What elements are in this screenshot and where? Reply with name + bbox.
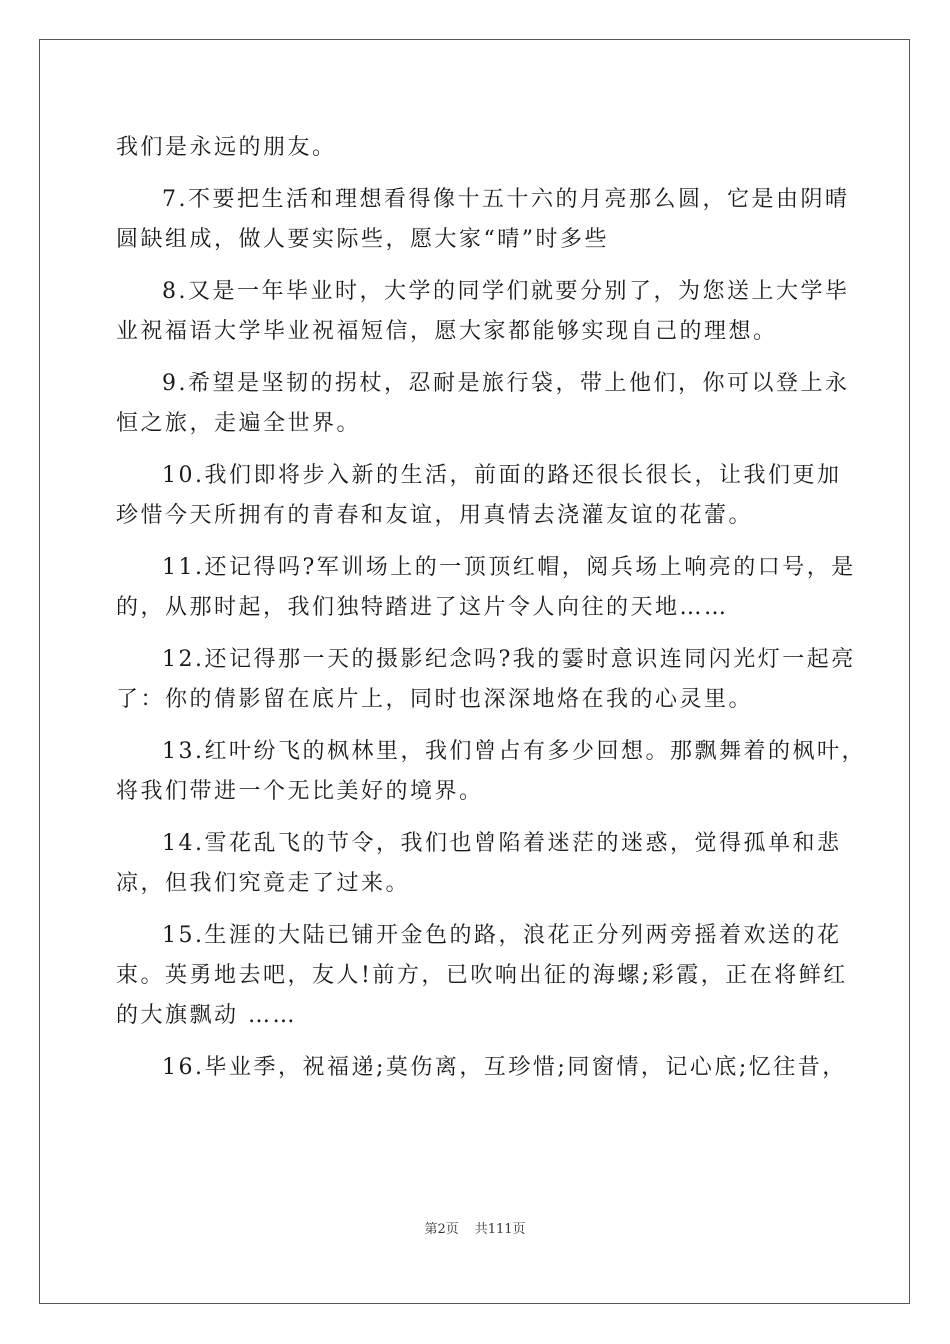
text-line: 我们是永远的朋友。 — [116, 135, 337, 160]
text-line: 束。英勇地去吧，友人!前方，已吹响出征的海螺;彩霞，正在将鲜红 — [116, 963, 848, 988]
text-line-item-16-start: 16.毕业季，祝福递;莫伤离，互珍惜;同窗情，记心底;忆往昔， — [162, 1055, 847, 1080]
text-line: 了：你的倩影留在底片上，同时也深深地烙在我的心灵里。 — [116, 687, 754, 712]
text-line: 凉，但我们究竟走了过来。 — [116, 871, 411, 896]
document-body — [116, 128, 866, 1088]
text-line-item-13-start: 13.红叶纷飞的枫林里，我们曾占有多少回想。那飘舞着的枫叶， — [162, 739, 866, 764]
page-footer — [0, 1218, 950, 1237]
page-total: 共111页 — [474, 1222, 526, 1237]
text-line-item-11-start: 11.还记得吗?军训场上的一顶顶红帽，阅兵场上响亮的口号，是 — [162, 555, 856, 580]
text-line: 珍惜今天所拥有的青春和友谊，用真情去浇灌友谊的花蕾。 — [116, 503, 754, 528]
page-number: 第2页 — [424, 1222, 459, 1237]
text-line-item-15-start: 15.生涯的大陆已铺开金色的路，浪花正分列两旁摇着欢送的花 — [162, 923, 842, 948]
text-line-item-9-start: 9.希望是坚韧的拐杖，忍耐是旅行袋，带上他们，你可以登上永 — [162, 371, 850, 396]
text-line: 的大旗飘动 …… — [116, 1003, 297, 1028]
text-line: 圆缺组成，做人要实际些，愿大家“晴”时多些 — [116, 227, 609, 252]
text-line-item-14-start: 14.雪花乱飞的节令，我们也曾陷着迷茫的迷惑，觉得孤单和悲 — [162, 831, 842, 856]
text-line-item-7-start: 7.不要把生活和理想看得像十五十六的月亮那么圆，它是由阴晴 — [162, 187, 850, 212]
text-line-item-12-start: 12.还记得那一天的摄影纪念吗?我的霎时意识连同闪光灯一起亮 — [162, 647, 856, 672]
text-line-item-10-start: 10.我们即将步入新的生活，前面的路还很长很长，让我们更加 — [162, 463, 842, 488]
text-line: 业祝福语大学毕业祝福短信，愿大家都能够实现自己的理想。 — [116, 319, 778, 344]
text-line: 恒之旅，走遍全世界。 — [116, 411, 362, 436]
text-line-item-8-start: 8.又是一年毕业时，大学的同学们就要分别了，为您送上大学毕 — [162, 279, 850, 304]
text-line: 的，从那时起，我们独特踏进了这片令人向往的天地…… — [116, 595, 729, 620]
text-line: 将我们带进一个无比美好的境界。 — [116, 779, 484, 804]
